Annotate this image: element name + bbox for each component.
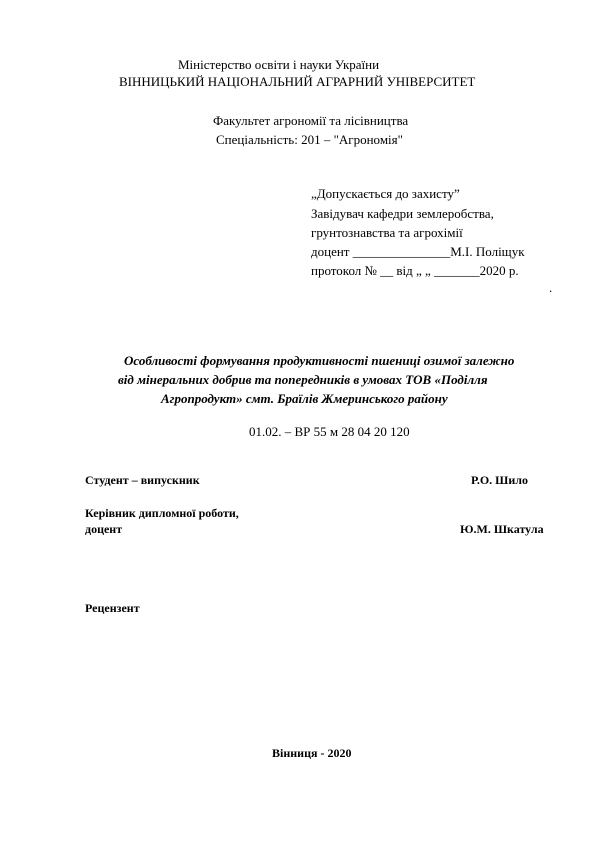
document-code: 01.02. – ВР 55 м 28 04 20 120 [249, 424, 410, 439]
student-label: Студент – випускник [85, 473, 200, 487]
thesis-title-line1: Особливості формування продуктивності пшениці озимої залежно [124, 353, 515, 368]
reviewer-label: Рецензент [85, 601, 140, 615]
supervisor-position: доцент [85, 522, 123, 536]
approval-signature: доцент _______________М.І. Поліщук [311, 244, 525, 259]
approval-department: грунтознавства та агрохімії [311, 225, 463, 240]
approval-head: Завідувач кафедри землеробства, [311, 206, 494, 221]
faculty-line: Факультет агрономії та лісівництва [213, 113, 409, 128]
thesis-title-line2: від мінеральних добрив та попередників в умовах ТОВ «Поділля [118, 372, 488, 387]
supervisor-name: Ю.М. Шкатула [460, 522, 544, 536]
supervisor-label: Керівник дипломної роботи, [85, 506, 239, 520]
approval-dot: . [549, 280, 553, 295]
specialty-line: Спеціальність: 201 – "Агрономія" [216, 132, 403, 147]
thesis-title-line3: Агропродукт» смт. Браїлів Жмеринського району [161, 391, 448, 406]
city-year: Вінниця - 2020 [272, 746, 352, 760]
approval-admit: „Допускається до захисту” [311, 186, 460, 201]
student-name: Р.О. Шило [471, 473, 528, 487]
ministry-line: Міністерство освіти і науки України [178, 57, 380, 72]
university-name: ВІННИЦЬКИЙ НАЦІОНАЛЬНИЙ АГРАРНИЙ УНІВЕРСИТЕТ [119, 74, 476, 89]
approval-protocol: протокол № __ від „ „ _______2020 р. [311, 263, 519, 278]
